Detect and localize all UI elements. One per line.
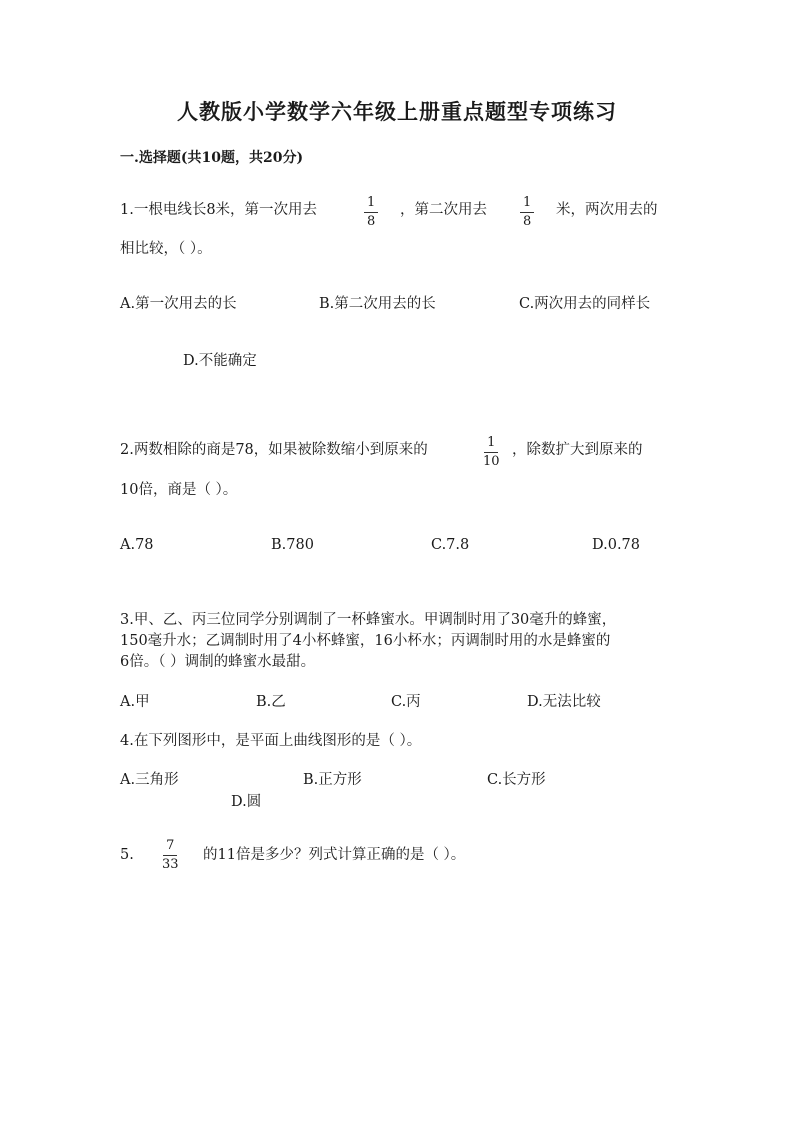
q1-fraction-1 (364, 196, 378, 229)
section-heading: 一.选择题(共10题，共20分) (120, 150, 304, 166)
q1-option-b[interactable]: B.第二次用去的长 (319, 296, 436, 312)
q2-option-a[interactable]: A.78 (120, 537, 154, 553)
q3-text-line2: 150毫升水；乙调制时用了4小杯蜂蜜，16小杯水；丙调制时用的水是蜂蜜的 (120, 633, 611, 649)
q3-option-b[interactable]: B.乙 (256, 694, 286, 710)
q5-text: 的11倍是多少？列式计算正确的是（ ）。 (203, 847, 466, 863)
page-title: 人教版小学数学六年级上册重点题型专项练习 (177, 99, 617, 124)
q2-option-d[interactable]: D.0.78 (592, 537, 641, 553)
q3-option-a[interactable]: A.甲 (120, 694, 150, 710)
q4-option-d[interactable]: D.圆 (231, 794, 262, 810)
q4-option-c[interactable]: C.长方形 (487, 772, 546, 788)
q4-option-a[interactable]: A.三角形 (120, 772, 179, 788)
q1-text-part1: 1.一根电线长8米，第一次用去 (120, 202, 318, 218)
q3-option-c[interactable]: C.丙 (391, 694, 421, 710)
q1-text-line2: 相比较，（ ）。 (120, 241, 212, 257)
q1-option-c[interactable]: C.两次用去的同样长 (519, 296, 651, 312)
q2-option-b[interactable]: B.780 (271, 537, 314, 553)
q2-text-part1: 2.两数相除的商是78，如果被除数缩小到原来的 (120, 442, 428, 458)
q3-option-d[interactable]: D.无法比较 (527, 694, 601, 710)
q1-fraction-1-numerator: 1 (364, 196, 378, 213)
q2-option-c[interactable]: C.7.8 (431, 537, 470, 553)
q2-text-part2: ，除数扩大到原来的 (512, 442, 643, 458)
q2-fraction (480, 436, 503, 469)
q2-fraction-numerator: 1 (484, 436, 498, 453)
q5-fraction-denominator: 33 (162, 857, 179, 872)
q5-fraction-numerator: 7 (163, 839, 177, 856)
q4-option-b[interactable]: B.正方形 (303, 772, 362, 788)
q4-text-line1: 4.在下列图形中，是平面上曲线图形的是（ ）。 (120, 733, 422, 749)
q1-fraction-2-denominator: 8 (523, 214, 532, 229)
q2-text-line2: 10倍，商是（ ）。 (120, 482, 238, 498)
q1-text-part3: 米，两次用去的 (556, 202, 658, 218)
q5-number: 5. (120, 847, 134, 863)
q1-text-part2: ，第二次用去 (400, 202, 487, 218)
q3-text-line1: 3.甲、乙、丙三位同学分别调制了一杯蜂蜜水。甲调制时用了30毫升的蜂蜜， (120, 612, 617, 628)
q3-text-line3: 6倍。（ ）调制的蜂蜜水最甜。 (120, 654, 316, 670)
q1-option-a[interactable]: A.第一次用去的长 (120, 296, 237, 312)
q5-fraction (159, 839, 182, 872)
q1-fraction-2 (520, 196, 534, 229)
q2-fraction-denominator: 10 (483, 454, 500, 469)
q1-fraction-1-denominator: 8 (367, 214, 376, 229)
q1-option-d[interactable]: D.不能确定 (183, 353, 257, 369)
q1-fraction-2-numerator: 1 (520, 196, 534, 213)
